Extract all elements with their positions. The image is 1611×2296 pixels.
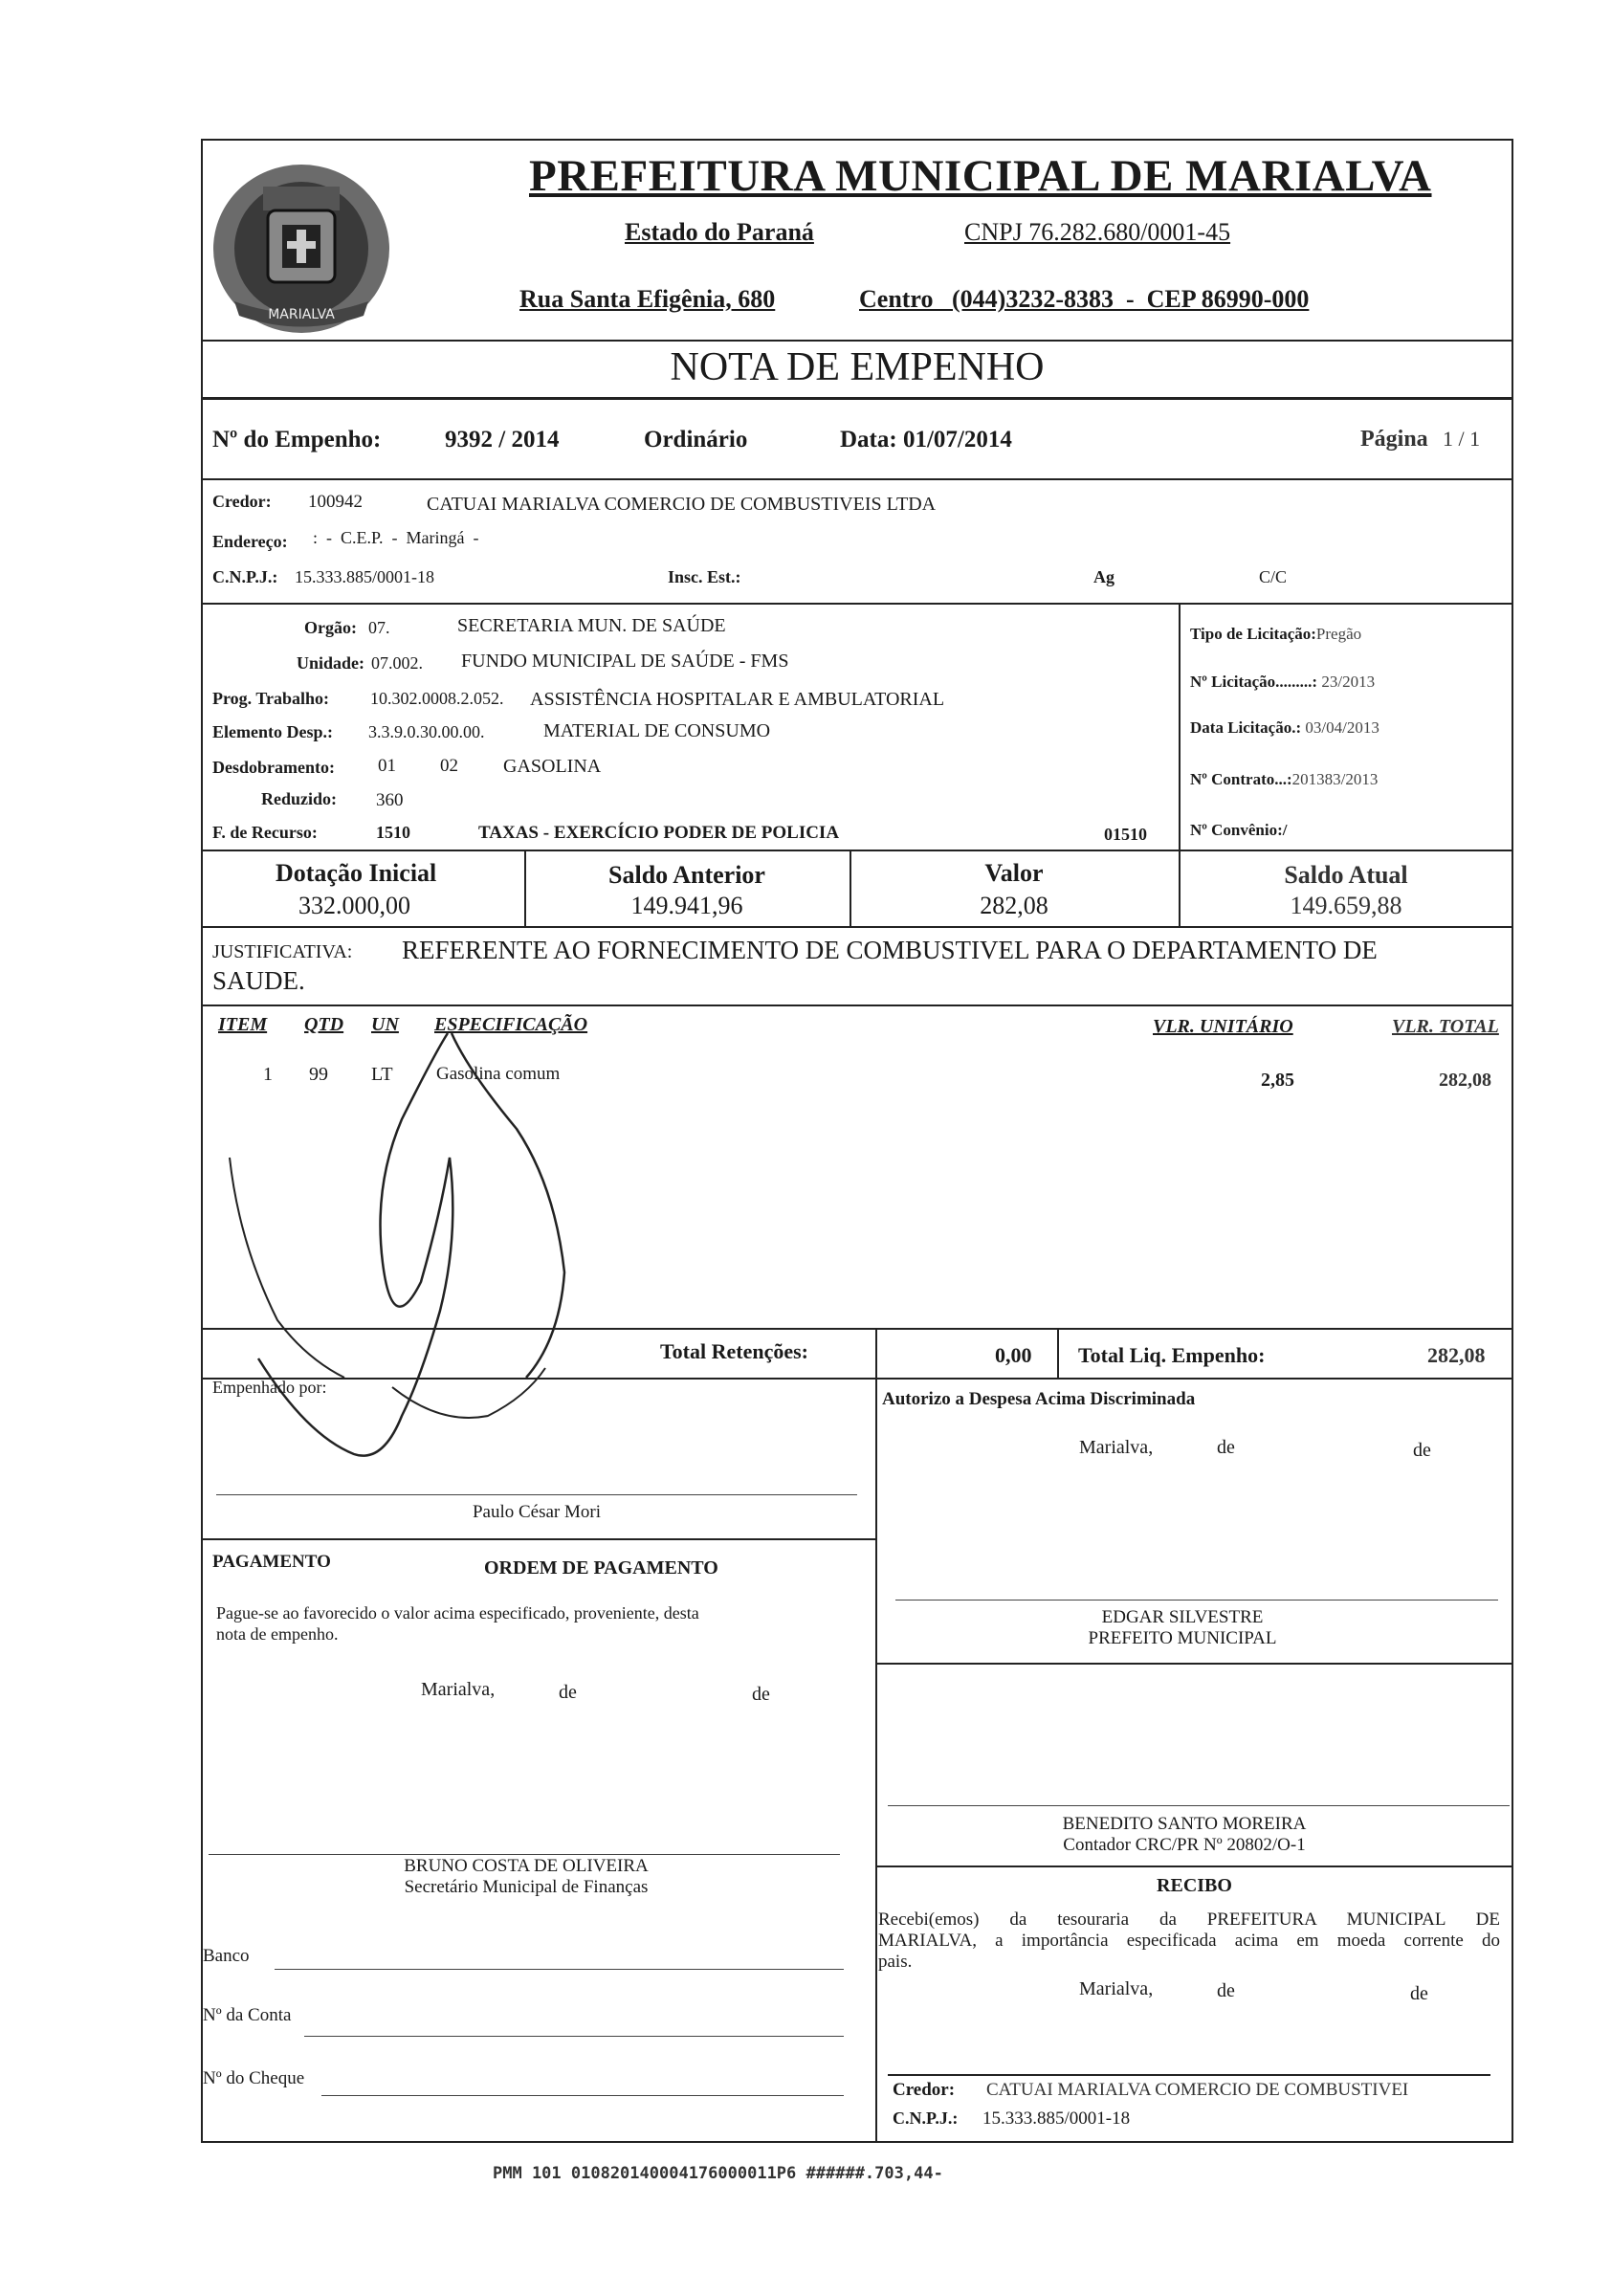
cnpj-label: C.N.P.J.:: [212, 567, 278, 586]
autorizo-label: Autorizo a Despesa Acima Discriminada: [882, 1389, 1196, 1409]
elem-desc: MATERIAL DE CONSUMO: [543, 720, 771, 741]
col-vlr-unitario: VLR. UNITÁRIO: [1153, 1016, 1293, 1037]
header-cnpj: CNPJ 76.282.680/0001-45: [964, 218, 1231, 246]
pagamento-text-line1: Pague-se ao favorecido o valor acima especificado, proveniente, desta: [216, 1603, 699, 1623]
reduzido-value: 360: [376, 790, 404, 810]
conta-label: Nº da Conta: [203, 2005, 292, 2025]
svg-text:MARIALVA: MARIALVA: [268, 307, 335, 322]
footer-code: PMM 101 010820140004176000011P6 ######.703,44-: [493, 2164, 943, 2183]
elem-label: Elemento Desp.:: [212, 722, 333, 741]
empenho-type: Ordinário: [644, 427, 748, 453]
valor-value: 282,08: [980, 892, 1048, 919]
prefeito-role: PREFEITO MUNICIPAL: [1088, 1628, 1277, 1648]
justificativa-label: JUSTIFICATIVA:: [212, 941, 353, 962]
signature-scribble: [201, 995, 603, 1492]
credor-name: CATUAI MARIALVA COMERCIO DE COMBUSTIVEIS LTDA: [427, 494, 937, 515]
cheque-label: Nº do Cheque: [203, 2068, 305, 2088]
recibo-text-line3: pais.: [878, 1952, 913, 1972]
orgao-code: 07.: [368, 618, 390, 637]
insc-label: Insc. Est.:: [668, 567, 741, 586]
recibo-text-line1: Recebi(emos) da tesouraria da PREFEITURA MUNICIPAL DE: [878, 1910, 1500, 1930]
empenho-num-label: Nº do Empenho:: [212, 427, 382, 453]
saldo-anterior-label: Saldo Anterior: [608, 861, 765, 889]
ordem-pagamento-label: ORDEM DE PAGAMENTO: [484, 1557, 718, 1578]
recibo-title: RECIBO: [1157, 1875, 1232, 1896]
licitacao-data-label: Data Licitação.: 03/04/2013: [1190, 718, 1379, 737]
prefeito-name: EDGAR SILVESTRE: [1101, 1607, 1264, 1627]
page-value: 1 / 1: [1443, 427, 1481, 451]
empenhado-name: Paulo César Mori: [472, 1502, 602, 1522]
saldo-atual-label: Saldo Atual: [1284, 861, 1408, 889]
header-title: PREFEITURA MUNICIPAL DE MARIALVA: [529, 151, 1432, 201]
pagamento-text-line2: nota de empenho.: [216, 1624, 339, 1644]
licitacao-tipo-label: Tipo de Licitação:Pregão: [1190, 625, 1362, 643]
fonte-desc: TAXAS - EXERCÍCIO PODER DE POLICIA: [478, 823, 840, 843]
row-qtd: 99: [309, 1064, 328, 1085]
contador-role: Contador CRC/PR Nº 20802/O-1: [1063, 1835, 1306, 1855]
contrato-label: Nº Contrato...:201383/2013: [1190, 770, 1379, 788]
row-item: 1: [263, 1064, 273, 1085]
fonte-label: F. de Recurso:: [212, 823, 318, 842]
row-spec: Gasolina comum: [436, 1064, 561, 1084]
prog-label: Prog. Trabalho:: [212, 689, 330, 708]
autorizo-de2: de: [1413, 1440, 1431, 1461]
orgao-desc: SECRETARIA MUN. DE SAÚDE: [457, 615, 726, 636]
dotacao-label: Dotação Inicial: [276, 859, 437, 887]
saldo-atual-value: 149.659,88: [1290, 892, 1402, 919]
saldo-anterior-value: 149.941,96: [630, 892, 743, 919]
city-crest-logo: [206, 148, 397, 340]
page-label: Página: [1360, 427, 1428, 452]
pagamento-de1: de: [559, 1682, 577, 1703]
cnpj-value: 15.333.885/0001-18: [295, 567, 434, 586]
row-unit: 2,85: [1261, 1070, 1294, 1091]
unidade-desc: FUNDO MUNICIPAL DE SAÚDE - FMS: [461, 651, 789, 672]
recibo-credor-value: CATUAI MARIALVA COMERCIO DE COMBUSTIVEI: [986, 2080, 1409, 2100]
secretario-name: BRUNO COSTA DE OLIVEIRA: [404, 1856, 649, 1876]
empenho-date: Data: 01/07/2014: [840, 427, 1012, 453]
retencoes-value: 0,00: [995, 1343, 1032, 1367]
recibo-cnpj-label: C.N.P.J.:: [893, 2108, 959, 2128]
orgao-label: Orgão:: [304, 618, 357, 637]
justificativa-text-line2: SAUDE.: [212, 966, 305, 995]
autorizo-place: Marialva,: [1079, 1437, 1154, 1458]
convenio-label: Nº Convênio:/: [1190, 821, 1288, 839]
prog-code: 10.302.0008.2.052.: [370, 689, 504, 708]
banco-label: Banco: [203, 1946, 250, 1966]
credor-label: Credor:: [212, 492, 272, 511]
contador-name: BENEDITO SANTO MOREIRA: [1062, 1814, 1307, 1834]
doc-title: NOTA DE EMPENHO: [670, 345, 1045, 389]
licitacao-num-label: Nº Licitação.........: 23/2013: [1190, 673, 1376, 691]
endereco-value: : - C.E.P. - Maringá -: [313, 528, 479, 547]
liq-value: 282,08: [1427, 1343, 1486, 1367]
recibo-de1: de: [1217, 1980, 1235, 2001]
col-item: ITEM: [218, 1014, 268, 1035]
justificativa-text-line1: REFERENTE AO FORNECIMENTO DE COMBUSTIVEL PARA O DEPARTAMENTO DE: [402, 936, 1378, 964]
valor-label: Valor: [984, 859, 1044, 887]
recibo-cnpj-value: 15.333.885/0001-18: [982, 2108, 1131, 2129]
prog-desc: ASSISTÊNCIA HOSPITALAR E AMBULATORIAL: [530, 689, 945, 710]
secretario-role: Secretário Municipal de Finanças: [404, 1877, 649, 1897]
desd-desc: GASOLINA: [503, 756, 602, 777]
recibo-de2: de: [1410, 1983, 1428, 2004]
row-un: LT: [371, 1064, 393, 1085]
dotacao-value: 332.000,00: [298, 892, 410, 919]
col-un: UN: [371, 1014, 399, 1035]
unidade-label: Unidade:: [297, 653, 365, 673]
elem-code: 3.3.9.0.30.00.00.: [368, 722, 485, 741]
col-vlr-total: VLR. TOTAL: [1392, 1016, 1499, 1037]
header-address-rest: Centro (044)3232-8383 - CEP 86990-000: [859, 285, 1310, 313]
col-especificacao: ESPECIFICAÇÃO: [434, 1014, 588, 1035]
ag-label: Ag: [1093, 567, 1114, 586]
recibo-text-line2: MARIALVA, a importância especificada acima em moeda corrente do: [878, 1931, 1500, 1951]
header-address: Rua Santa Efigênia, 680: [519, 285, 776, 313]
credor-code: 100942: [308, 492, 363, 512]
fonte-code: 1510: [376, 823, 410, 842]
unidade-code: 07.002.: [371, 653, 423, 673]
empenho-num-value: 9392 / 2014: [445, 427, 560, 453]
fonte-num: 01510: [1104, 825, 1147, 844]
recibo-credor-label: Credor:: [893, 2080, 956, 2100]
cc-label: C/C: [1259, 567, 1288, 586]
row-total: 282,08: [1439, 1070, 1491, 1091]
desd-code1: 01: [378, 756, 396, 776]
desd-code2: 02: [440, 756, 458, 776]
col-qtd: QTD: [304, 1014, 344, 1035]
pagamento-label: PAGAMENTO: [212, 1552, 331, 1572]
pagamento-place: Marialva,: [421, 1679, 496, 1700]
retencoes-label: Total Retenções:: [660, 1339, 808, 1363]
recibo-place: Marialva,: [1079, 1978, 1154, 1999]
empenhado-label: Empenhado por:: [212, 1378, 327, 1397]
liq-label: Total Liq. Empenho:: [1078, 1343, 1266, 1367]
autorizo-de1: de: [1217, 1437, 1235, 1458]
endereco-label: Endereço:: [212, 532, 288, 551]
reduzido-label: Reduzido:: [261, 789, 338, 808]
desd-label: Desdobramento:: [212, 758, 335, 777]
pagamento-de2: de: [752, 1684, 770, 1705]
header-state: Estado do Paraná: [625, 218, 814, 246]
